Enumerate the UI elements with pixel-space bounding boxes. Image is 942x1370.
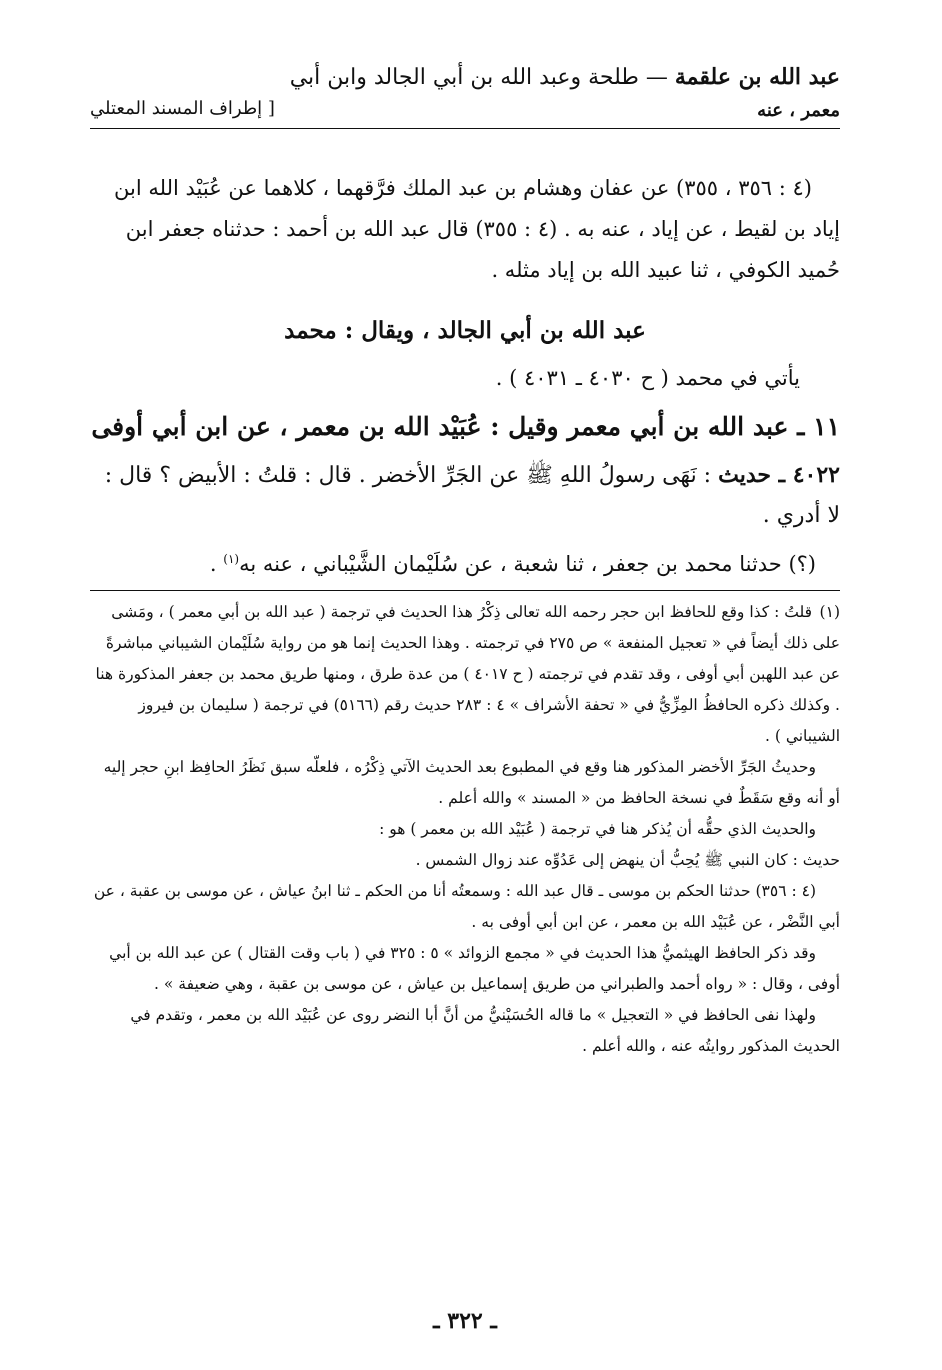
hadith-number: ٤٠٢٢ ـ حديث bbox=[718, 462, 840, 488]
page bbox=[90, 60, 840, 1334]
header-title-bold: عبد الله بن علقمة bbox=[674, 64, 840, 90]
page-number: ـ ٣٢٢ ـ bbox=[433, 1308, 497, 1334]
footnote-number: (١) bbox=[819, 603, 840, 621]
chain-text: (؟) حدثنا محمد بن جعفر ، ثنا شعبة ، عن سُلَيْمان الشَّيْباني ، عنه به bbox=[239, 552, 816, 576]
footnote-paragraph: والحديث الذي حقُّه أن يُذكر هنا في ترجمة ( عُبَيْد الله بن معمر ) هو : bbox=[379, 820, 816, 838]
header-title-rest: — طلحة وعبد الله بن أبي الجالد وابن أبي bbox=[289, 65, 668, 90]
running-header bbox=[90, 60, 840, 128]
footnote-rule bbox=[90, 590, 840, 591]
footnote-text: قلتُ : كذا وقع للحافظ ابن حجر رحمه الله تعالى ذِكْرُ هذا الحديث في ترجمة ( عبد الله بن أبي معمر ) ، ومَشى على ذلك أيضاً في « تعجيل المنفعة » ص ٢٧٥ في ترجمته . وهذا الحديث إنما هو من رواية سُلَيْمان الشيباني مباشرةً عن عبد اللهبن أبي أوفى ، وقد تقدم في ترجمته ( ح ٤٠١٧ ) من عدة طرق ، ومنها طريق محمد بن جعفر المذكورة هنا . وكذلك ذكره الحافظُ المِزِّيُّ في « تحفة الأشراف » ٤ : ٢٨٣ حديث رقم (٥١٦٦) في ترجمة ( سليمان بن فيروز الشيباني ) . bbox=[95, 603, 840, 745]
hadith-entry bbox=[90, 455, 840, 536]
footnote-paragraph: حديث : كان النبي ﷺ يُحِبُّ أن ينهض إلى عَدُوِّه عند زوال الشمس . bbox=[415, 851, 840, 869]
hadith-text: : نَهَى رسولُ اللهِ ﷺ عن الجَرِّ الأخضر . قال : قلتُ : الأبيض ؟ قال : لا أدري . bbox=[104, 463, 840, 528]
footnote-paragraph: وقد ذكر الحافظ الهيثميُّ هذا الحديث في « مجمع الزوائد » ٥ : ٣٢٥ في ( باب وقت القتال ) عن عبد الله بن أبي أوفى ، وقال : « رواه أحمد والطبراني من طريق إسماعيل بن عياش ، عن موسى بن عقبة ، وهي ضعيفة » . bbox=[109, 944, 840, 993]
footnote-paragraph: وحديثُ الجَرِّ الأخضر المذكور هنا وقع في المطبوع بعد الحديث الآتي ذِكْرُه ، فلعلّه سبق نَظَرُ الحافِظ ابنِ حجر إليه أو أنه وقع سَقَطٌ في نسخة الحافظ من « المسند » والله أعلم . bbox=[103, 758, 840, 807]
section-heading: ١١ ـ عبد الله بن أبي معمر وقيل : عُبَيْد الله بن معمر ، عن ابن أبي أوفى bbox=[91, 412, 840, 441]
footnotes bbox=[90, 597, 840, 1062]
header-title bbox=[290, 64, 840, 90]
chain-end: . bbox=[209, 552, 217, 576]
isnad-chain bbox=[90, 552, 816, 576]
entry-heading: عبد الله بن أبي الجالد ، ويقال : محمد bbox=[284, 317, 646, 344]
footnote-paragraph: (٤ : ٣٥٦) حدثنا الحكم بن موسى ـ قال عبد الله : وسمعتُه أنا من الحكم ـ ثنا ابنُ عياش ، عن موسى بن عقبة ، عن أبي النَّضْر ، عن عُبَيْد الله بن معمر ، عن ابن أبي أوفى به . bbox=[93, 882, 840, 931]
body-paragraph: (٤ : ٣٥٦ ، ٣٥٥) عن عفان وهشام بن عبد الملك فرَّقهما ، كلاهما عن عُبَيْد الله ابن إياد بن لقيط ، عن إياد ، عنه به . (٤ : ٣٥٥) قال عبد الله بن أحمد : حدثناه جعفر ابن حُميد الكوفي ، ثنا عبيد الله بن إياد مثله . bbox=[114, 176, 840, 282]
footnote-marker: (١) bbox=[223, 552, 240, 566]
header-subtitle: معمر ، عنه bbox=[757, 100, 840, 121]
cross-reference: يأتي في محمد ( ح ٤٠٣٠ ـ ٤٠٣١ ) . bbox=[495, 366, 800, 390]
footnote-paragraph: ولهذا نفى الحافظ في « التعجيل » ما قاله الحُسَيْنيُّ من أنَّ أبا النضر روى عن عُبَيْد الله بن معمر ، وتقدم في الحديث المذكور روايتُه عنه ، والله أعلم . bbox=[130, 1006, 840, 1055]
header-rule bbox=[90, 128, 840, 129]
header-book-title: [ إطراف المسند المعتلي bbox=[90, 98, 275, 119]
footnote-1 bbox=[90, 597, 840, 752]
